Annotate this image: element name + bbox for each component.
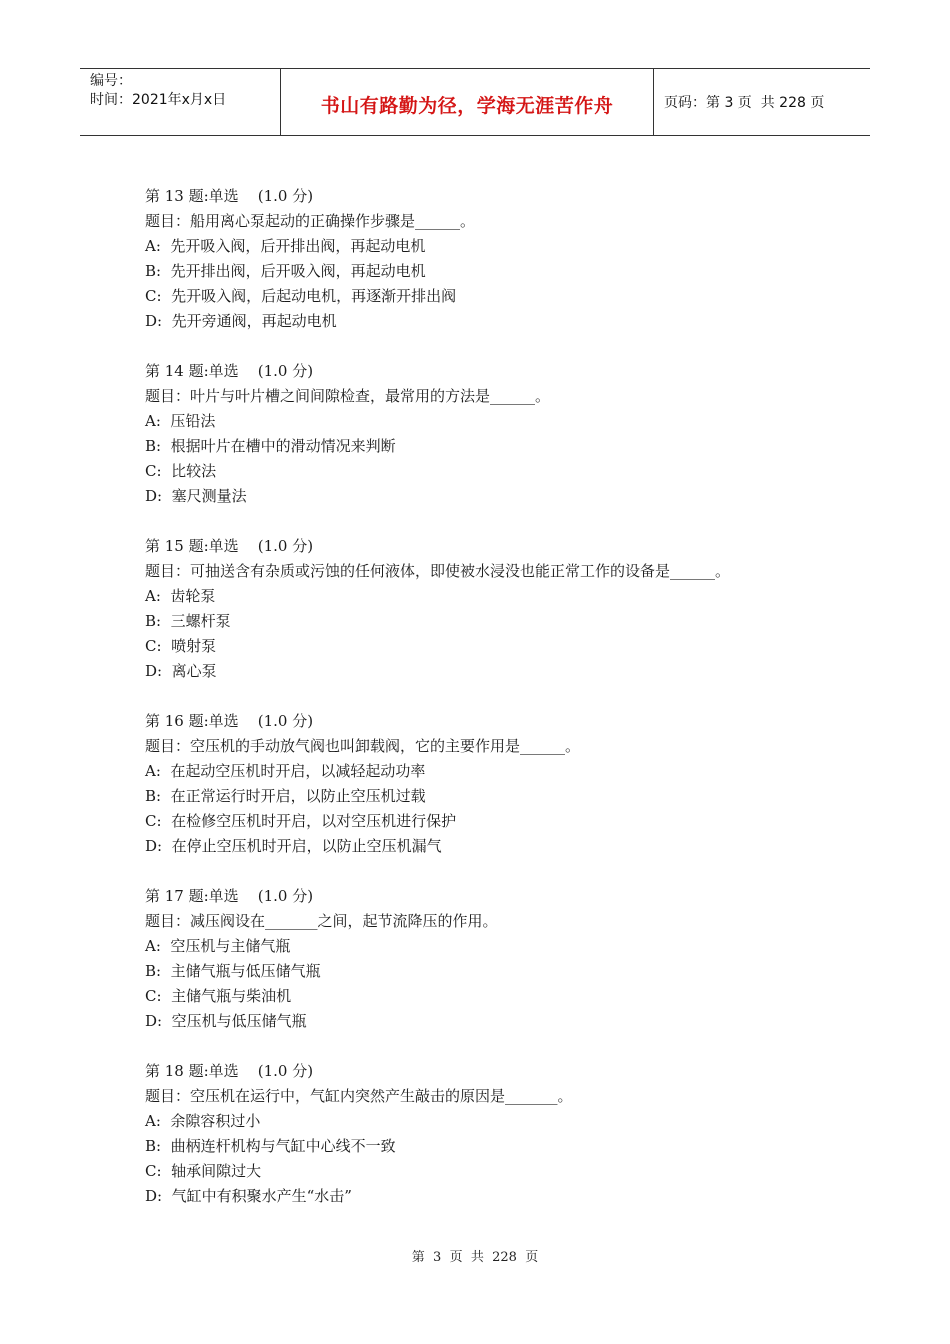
option-a: A: 压铅法	[145, 412, 216, 430]
page-header	[80, 68, 870, 136]
option-d: D: 先开旁通阀，再起动电机	[145, 312, 337, 330]
option-d: D: 离心泵	[145, 662, 217, 680]
question-stem: 题目：船用离心泵起动的正确操作步骤是______。	[145, 212, 476, 230]
option-c: C: 先开吸入阀，后起动电机，再逐渐开排出阀	[145, 287, 457, 305]
option-b: B: 根据叶片在槽中的滑动情况来判断	[145, 437, 396, 455]
question-title: 第 14 题:单选 (1.0 分)	[145, 362, 314, 380]
header-motto: 书山有路勤为径，学海无涯苦作舟	[281, 69, 654, 135]
question-18	[145, 1059, 865, 1209]
option-c: C: 比较法	[145, 462, 217, 480]
question-title: 第 16 题:单选 (1.0 分)	[145, 712, 314, 730]
option-a: A: 在起动空压机时开启，以减轻起动功率	[145, 762, 426, 780]
page-footer	[0, 1246, 950, 1265]
question-title: 第 18 题:单选 (1.0 分)	[145, 1062, 314, 1080]
question-14	[145, 359, 865, 509]
option-a: A: 先开吸入阀，后开排出阀，再起动电机	[145, 237, 426, 255]
question-title: 第 15 题:单选 (1.0 分)	[145, 537, 314, 555]
question-stem: 题目：可抽送含有杂质或污蚀的任何液体，即使被水浸没也能正常工作的设备是______。	[145, 562, 731, 580]
option-d: D: 气缸中有积聚水产生“水击”	[145, 1187, 352, 1205]
footer-page-number: 第 3 页 共 228 页	[411, 1250, 539, 1265]
option-b: B: 在正常运行时开启，以防止空压机过载	[145, 787, 426, 805]
option-c: C: 喷射泵	[145, 637, 217, 655]
option-a: A: 空压机与主储气瓶	[145, 937, 291, 955]
option-b: B: 三螺杆泵	[145, 612, 231, 630]
option-a: A: 余隙容积过小	[145, 1112, 261, 1130]
question-13	[145, 184, 865, 334]
question-15	[145, 534, 865, 684]
option-c: C: 在检修空压机时开启，以对空压机进行保护	[145, 812, 457, 830]
document-number-label: 编号：	[90, 73, 132, 89]
option-a: A: 齿轮泵	[145, 587, 216, 605]
question-stem: 题目：空压机的手动放气阀也叫卸载阀，它的主要作用是______。	[145, 737, 581, 755]
header-page-info	[654, 69, 870, 135]
option-c: C: 轴承间隙过大	[145, 1162, 262, 1180]
option-d: D: 空压机与低压储气瓶	[145, 1012, 307, 1030]
page-info-text: 页码：第 3 页 共 228 页	[664, 95, 825, 111]
option-b: B: 曲柄连杆机构与气缸中心线不一致	[145, 1137, 396, 1155]
question-17	[145, 884, 865, 1034]
option-d: D: 在停止空压机时开启，以防止空压机漏气	[145, 837, 442, 855]
question-stem: 题目：叶片与叶片槽之间间隙检查，最常用的方法是______。	[145, 387, 551, 405]
question-title: 第 13 题:单选 (1.0 分)	[145, 187, 314, 205]
header-meta	[80, 69, 281, 135]
question-16	[145, 709, 865, 859]
question-stem: 题目：减压阀设在_______之间，起节流降压的作用。	[145, 912, 498, 930]
question-title: 第 17 题:单选 (1.0 分)	[145, 887, 314, 905]
option-c: C: 主储气瓶与柴油机	[145, 987, 292, 1005]
question-list	[145, 184, 865, 1234]
option-b: B: 先开排出阀，后开吸入阀，再起动电机	[145, 262, 426, 280]
document-time-label: 时间：2021年x月x日	[90, 92, 227, 108]
option-d: D: 塞尺测量法	[145, 487, 247, 505]
question-stem: 题目：空压机在运行中，气缸内突然产生敲击的原因是_______。	[145, 1087, 573, 1105]
option-b: B: 主储气瓶与低压储气瓶	[145, 962, 321, 980]
